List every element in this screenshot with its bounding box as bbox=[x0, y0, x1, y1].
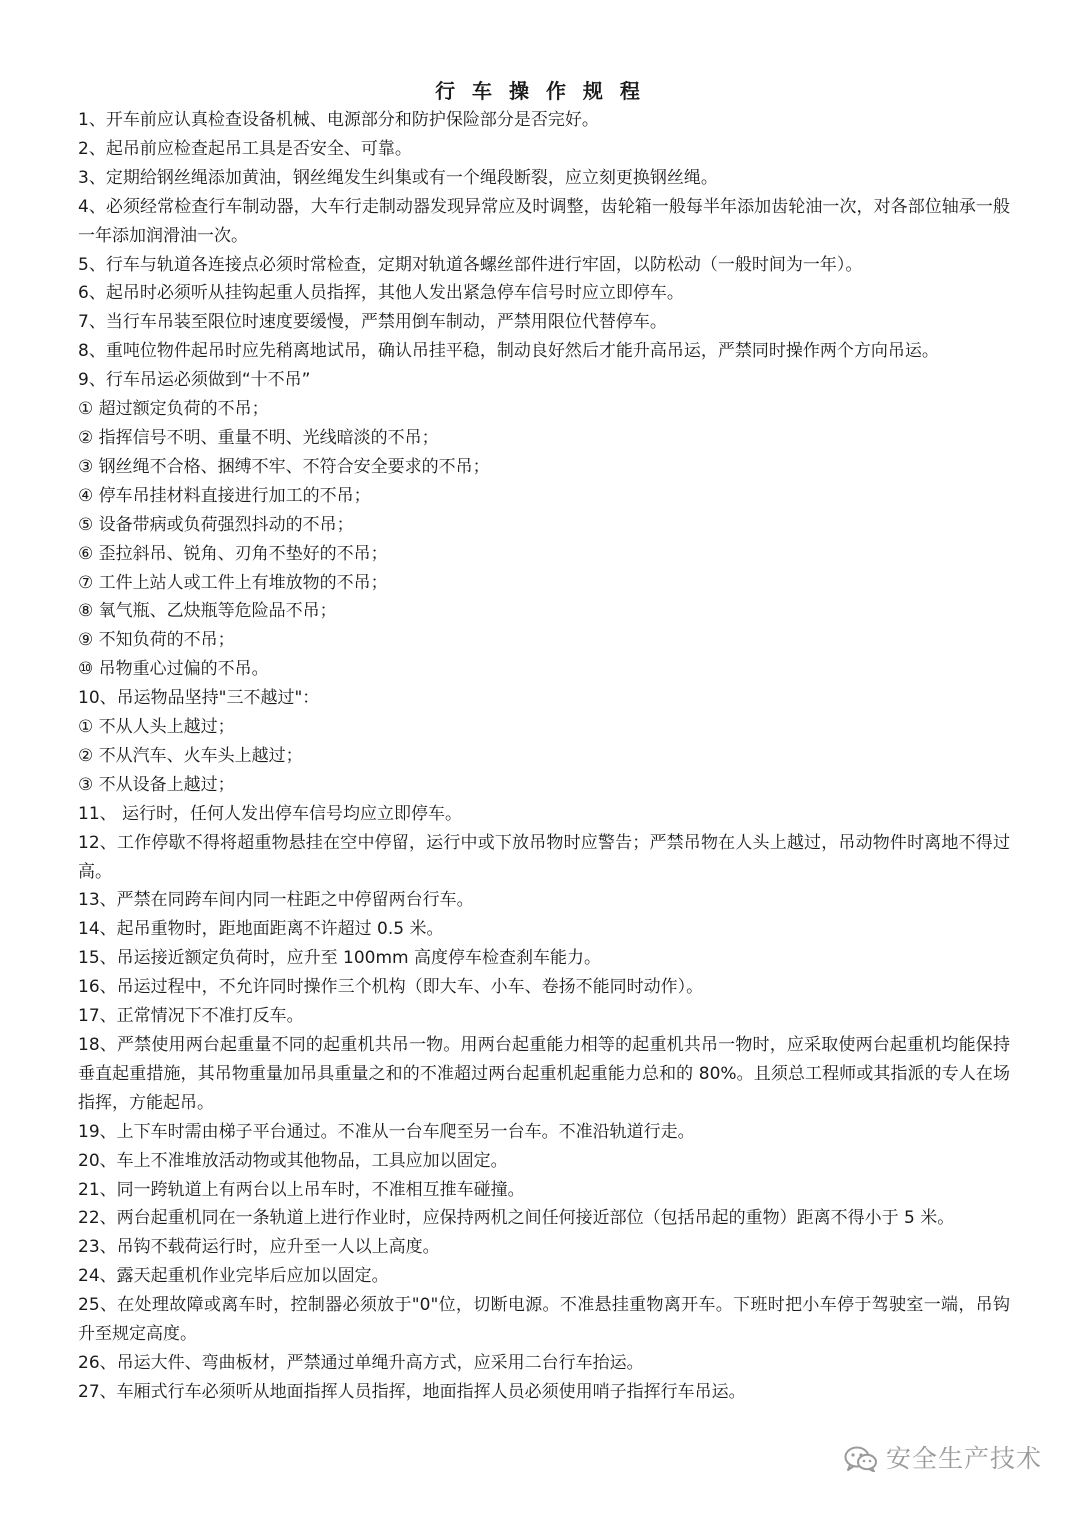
document-line: 9、行车吊运必须做到“十不吊” bbox=[78, 370, 311, 391]
document-line: ④ 停车吊挂材料直接进行加工的不吊； bbox=[78, 485, 371, 506]
document-line: 18、严禁使用两台起重量不同的起重机共吊一物。用两台起重能力相等的起重机共吊一物时，应采取使两台起重机均能保持垂直起重措施，其吊物重量加吊具重量之和的不准超过两台起重机起重能力总和的 80%。且须总工程师或其指派的专人在场指挥，方能起吊。 bbox=[78, 1035, 1010, 1113]
document-line: ③ 不从设备上越过； bbox=[78, 774, 235, 795]
document-line: ⑤ 设备带病或负荷强烈抖动的不吊； bbox=[78, 514, 354, 535]
document-line: ③ 钢丝绳不合格、捆缚不牢、不符合安全要求的不吊； bbox=[78, 456, 490, 477]
document-body bbox=[78, 106, 1010, 1407]
wechat-icon bbox=[844, 1446, 878, 1472]
document-line: ① 不从人头上越过； bbox=[78, 717, 235, 738]
document-line: 19、上下车时需由梯子平台通过。不准从一台车爬至另一台车。不准沿轨道行走。 bbox=[78, 1121, 695, 1142]
document-line: 13、严禁在同跨车间内同一柱距之中停留两台行车。 bbox=[78, 890, 474, 911]
document-line: 24、露天起重机作业完毕后应加以固定。 bbox=[78, 1266, 389, 1287]
document-line: 15、吊运接近额定负荷时，应升至 100mm 高度停车检查刹车能力。 bbox=[78, 948, 602, 969]
document-line: 21、同一跨轨道上有两台以上吊车时，不准相互推车碰撞。 bbox=[78, 1179, 525, 1200]
document-line: 14、起吊重物时，距地面距离不许超过 0.5 米。 bbox=[78, 919, 444, 940]
document-line: ⑥ 歪拉斜吊、锐角、刃角不垫好的不吊； bbox=[78, 543, 388, 564]
document-line: 8、重吨位物件起吊时应先稍离地试吊，确认吊挂平稳，制动良好然后才能升高吊运，严禁同时操作两个方向吊运。 bbox=[78, 341, 939, 362]
document-line: ⑧ 氧气瓶、乙炔瓶等危险品不吊； bbox=[78, 601, 337, 622]
document-line: 11、 运行时，任何人发出停车信号均应立即停车。 bbox=[78, 803, 463, 824]
document-line: 2、起吊前应检查起吊工具是否安全、可靠。 bbox=[78, 138, 412, 159]
document-line: 17、正常情况下不准打反车。 bbox=[78, 1006, 304, 1027]
document-line: 25、在处理故障或离车时，控制器必须放于"0"位，切断电源。不准悬挂重物离开车。下班时把小车停于驾驶室一端，吊钩升至规定高度。 bbox=[78, 1295, 1010, 1345]
document-line: ⑦ 工件上站人或工件上有堆放物的不吊； bbox=[78, 572, 388, 593]
document-line: 1、开车前应认真检查设备机械、电源部分和防护保险部分是否完好。 bbox=[78, 110, 599, 130]
document-line: ⑨ 不知负荷的不吊； bbox=[78, 630, 235, 651]
document-line: ① 超过额定负荷的不吊； bbox=[78, 399, 269, 420]
document-line: ② 不从汽车、火车头上越过； bbox=[78, 745, 303, 766]
document-line: ② 指挥信号不明、重量不明、光线暗淡的不吊； bbox=[78, 427, 439, 448]
watermark bbox=[844, 1444, 1042, 1474]
document-line: 16、吊运过程中，不允许同时操作三个机构（即大车、小车、卷扬不能同时动作）。 bbox=[78, 977, 704, 998]
document-line: 22、两台起重机同在一条轨道上进行作业时，应保持两机之间任何接近部位（包括吊起的重物）距离不得小于 5 米。 bbox=[78, 1208, 955, 1229]
watermark-text: 安全生产技术 bbox=[885, 1444, 1042, 1473]
document-line: 26、吊运大件、弯曲板材，严禁通过单绳升高方式，应采用二台行车抬运。 bbox=[78, 1352, 644, 1373]
document-line: 5、行车与轨道各连接点必须时常检查，定期对轨道各螺丝部件进行牢固，以防松动（一般时间为一年）。 bbox=[78, 254, 863, 275]
document-line: 10、吊运物品坚持"三不越过"： bbox=[78, 688, 320, 709]
document-line: 23、吊钩不载荷运行时，应升至一人以上高度。 bbox=[78, 1237, 440, 1258]
document-line: 7、当行车吊装至限位时速度要缓慢，严禁用倒车制动，严禁用限位代替停车。 bbox=[78, 312, 667, 333]
document-line: 4、必须经常检查行车制动器，大车行走制动器发现异常应及时调整，齿轮箱一般每半年添加齿轮油一次，对各部位轴承一般一年添加润滑油一次。 bbox=[78, 196, 1010, 246]
document-line: 12、工作停歇不得将超重物悬挂在空中停留，运行中或下放吊物时应警告；严禁吊物在人头上越过，吊动物件时离地不得过高。 bbox=[78, 832, 1010, 882]
document-title: 行 车 操 作 规 程 bbox=[435, 79, 645, 103]
document-line: 20、车上不准堆放活动物或其他物品，工具应加以固定。 bbox=[78, 1150, 508, 1171]
document-line: 27、车厢式行车必须听从地面指挥人员指挥，地面指挥人员必须使用哨子指挥行车吊运。 bbox=[78, 1381, 746, 1402]
document-line: ⑩ 吊物重心过偏的不吊。 bbox=[78, 659, 269, 680]
document-line: 6、起吊时必须听从挂钩起重人员指挥，其他人发出紧急停车信号时应立即停车。 bbox=[78, 283, 684, 304]
document-line: 3、定期给钢丝绳添加黄油，钢丝绳发生纠集或有一个绳段断裂，应立刻更换钢丝绳。 bbox=[78, 167, 718, 188]
